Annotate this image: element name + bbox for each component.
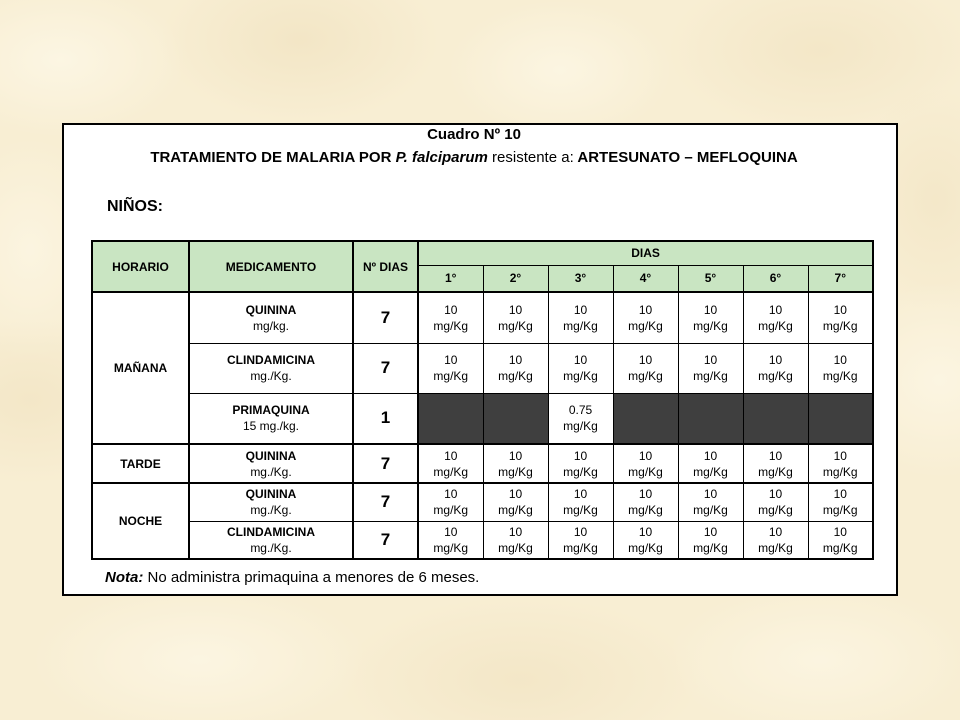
medicamento-cell xyxy=(189,343,353,393)
medicamento-cell xyxy=(189,393,353,444)
table-row xyxy=(92,521,873,559)
drug-name: PRIMAQUINA xyxy=(232,403,310,418)
dose-cell: 10 mg/Kg xyxy=(483,444,548,483)
table-caption: Cuadro Nº 10 xyxy=(427,126,521,143)
drug-name: QUININA xyxy=(245,487,297,502)
dose-cell: 10 mg/Kg xyxy=(418,444,483,483)
drug-name: CLINDAMICINA xyxy=(227,524,315,539)
subtitle-drugs: ARTESUNATO – MEFLOQUINA xyxy=(577,149,798,166)
footnote-text: No administra primaquina a menores de 6 meses. xyxy=(147,569,480,586)
dose-cell: 10 mg/Kg xyxy=(483,483,548,521)
header-day-3: 3° xyxy=(548,265,613,292)
dose-cell: 10 mg/Kg xyxy=(743,444,808,483)
footnote xyxy=(105,569,479,587)
dose-cell: 10 mg/Kg xyxy=(808,292,873,343)
dosage-table-wrapper xyxy=(91,240,874,560)
dose-cell: 10 mg/Kg xyxy=(808,343,873,393)
drug-name: QUININA xyxy=(245,448,297,463)
medicamento-cell xyxy=(189,483,353,521)
section-heading: NIÑOS: xyxy=(107,198,163,215)
dose-cell: 10 mg/Kg xyxy=(418,292,483,343)
shaded-cell xyxy=(808,393,873,444)
header-day-4: 4° xyxy=(613,265,678,292)
dose-cell: 10 mg/Kg xyxy=(808,444,873,483)
header-day-2: 2° xyxy=(483,265,548,292)
header-n-dias: Nº DIAS xyxy=(353,241,418,292)
dose-cell: 10 mg/Kg xyxy=(613,292,678,343)
table-row xyxy=(92,292,873,343)
n-dias-cell: 1 xyxy=(353,393,418,444)
dose-cell: 10 mg/Kg xyxy=(808,483,873,521)
header-row xyxy=(92,241,873,265)
table-row xyxy=(92,444,873,483)
drug-unit: 15 mg./kg. xyxy=(242,419,300,434)
dose-cell: 10 mg/Kg xyxy=(483,521,548,559)
header-horario: HORARIO xyxy=(92,241,189,292)
dose-cell: 10 mg/Kg xyxy=(678,483,743,521)
shaded-cell xyxy=(678,393,743,444)
dose-cell: 10 mg/Kg xyxy=(548,444,613,483)
dose-cell: 10 mg/Kg xyxy=(743,292,808,343)
header-day-7: 7° xyxy=(808,265,873,292)
subtitle-prefix: TRATAMIENTO DE MALARIA POR xyxy=(150,149,392,166)
drug-unit: mg./Kg. xyxy=(250,503,292,518)
dose-cell: 10 mg/Kg xyxy=(743,343,808,393)
dose-cell: 10 mg/Kg xyxy=(743,483,808,521)
dose-cell: 10 mg/Kg xyxy=(418,521,483,559)
dose-cell: 10 mg/Kg xyxy=(548,521,613,559)
drug-unit: mg./Kg. xyxy=(250,540,292,555)
header-day-6: 6° xyxy=(743,265,808,292)
shaded-cell xyxy=(483,393,548,444)
shaded-cell xyxy=(613,393,678,444)
subtitle-resistance: resistente a: xyxy=(492,149,574,166)
dose-cell: 10 mg/Kg xyxy=(808,521,873,559)
dose-cell: 10 mg/Kg xyxy=(678,521,743,559)
medicamento-cell xyxy=(189,292,353,343)
dose-cell: 10 mg/Kg xyxy=(483,343,548,393)
dose-cell: 10 mg/Kg xyxy=(548,483,613,521)
header-dias: DIAS xyxy=(418,241,873,265)
dose-cell: 10 mg/Kg xyxy=(613,444,678,483)
n-dias-cell: 7 xyxy=(353,483,418,521)
n-dias-cell: 7 xyxy=(353,343,418,393)
horario-cell: MAÑANA xyxy=(92,292,189,444)
table-body xyxy=(92,292,873,559)
drug-name: QUININA xyxy=(245,302,297,317)
drug-unit: mg./Kg. xyxy=(250,464,292,479)
dose-cell: 10 mg/Kg xyxy=(548,292,613,343)
footnote-label: Nota: xyxy=(105,569,144,586)
medicamento-cell xyxy=(189,444,353,483)
dose-cell: 0.75 mg/Kg xyxy=(548,393,613,444)
header-medicamento: MEDICAMENTO xyxy=(189,241,353,292)
subtitle-species: P. falciparum xyxy=(395,149,488,166)
dose-cell: 10 mg/Kg xyxy=(483,292,548,343)
drug-unit: mg/kg. xyxy=(252,318,289,333)
n-dias-cell: 7 xyxy=(353,521,418,559)
dose-cell: 10 mg/Kg xyxy=(613,521,678,559)
horario-cell: TARDE xyxy=(92,444,189,483)
table-subtitle xyxy=(64,148,884,168)
dose-cell: 10 mg/Kg xyxy=(418,343,483,393)
horario-cell: NOCHE xyxy=(92,483,189,559)
dose-cell: 10 mg/Kg xyxy=(678,343,743,393)
table-row xyxy=(92,483,873,521)
drug-unit: mg./Kg. xyxy=(250,369,292,383)
table-header xyxy=(92,241,873,292)
dose-cell: 10 mg/Kg xyxy=(678,444,743,483)
header-day-1: 1° xyxy=(418,265,483,292)
dosage-table xyxy=(91,240,874,560)
document-box xyxy=(62,123,898,596)
dose-cell: 10 mg/Kg xyxy=(613,343,678,393)
n-dias-cell: 7 xyxy=(353,292,418,343)
drug-name: CLINDAMICINA xyxy=(227,353,315,367)
table-row xyxy=(92,343,873,393)
table-row xyxy=(92,393,873,444)
n-dias-cell: 7 xyxy=(353,444,418,483)
shaded-cell xyxy=(743,393,808,444)
dose-cell: 10 mg/Kg xyxy=(743,521,808,559)
medicamento-cell xyxy=(189,521,353,559)
dose-cell: 10 mg/Kg xyxy=(548,343,613,393)
shaded-cell xyxy=(418,393,483,444)
header-day-5: 5° xyxy=(678,265,743,292)
dose-cell: 10 mg/Kg xyxy=(418,483,483,521)
dose-cell: 10 mg/Kg xyxy=(678,292,743,343)
dose-cell: 10 mg/Kg xyxy=(613,483,678,521)
